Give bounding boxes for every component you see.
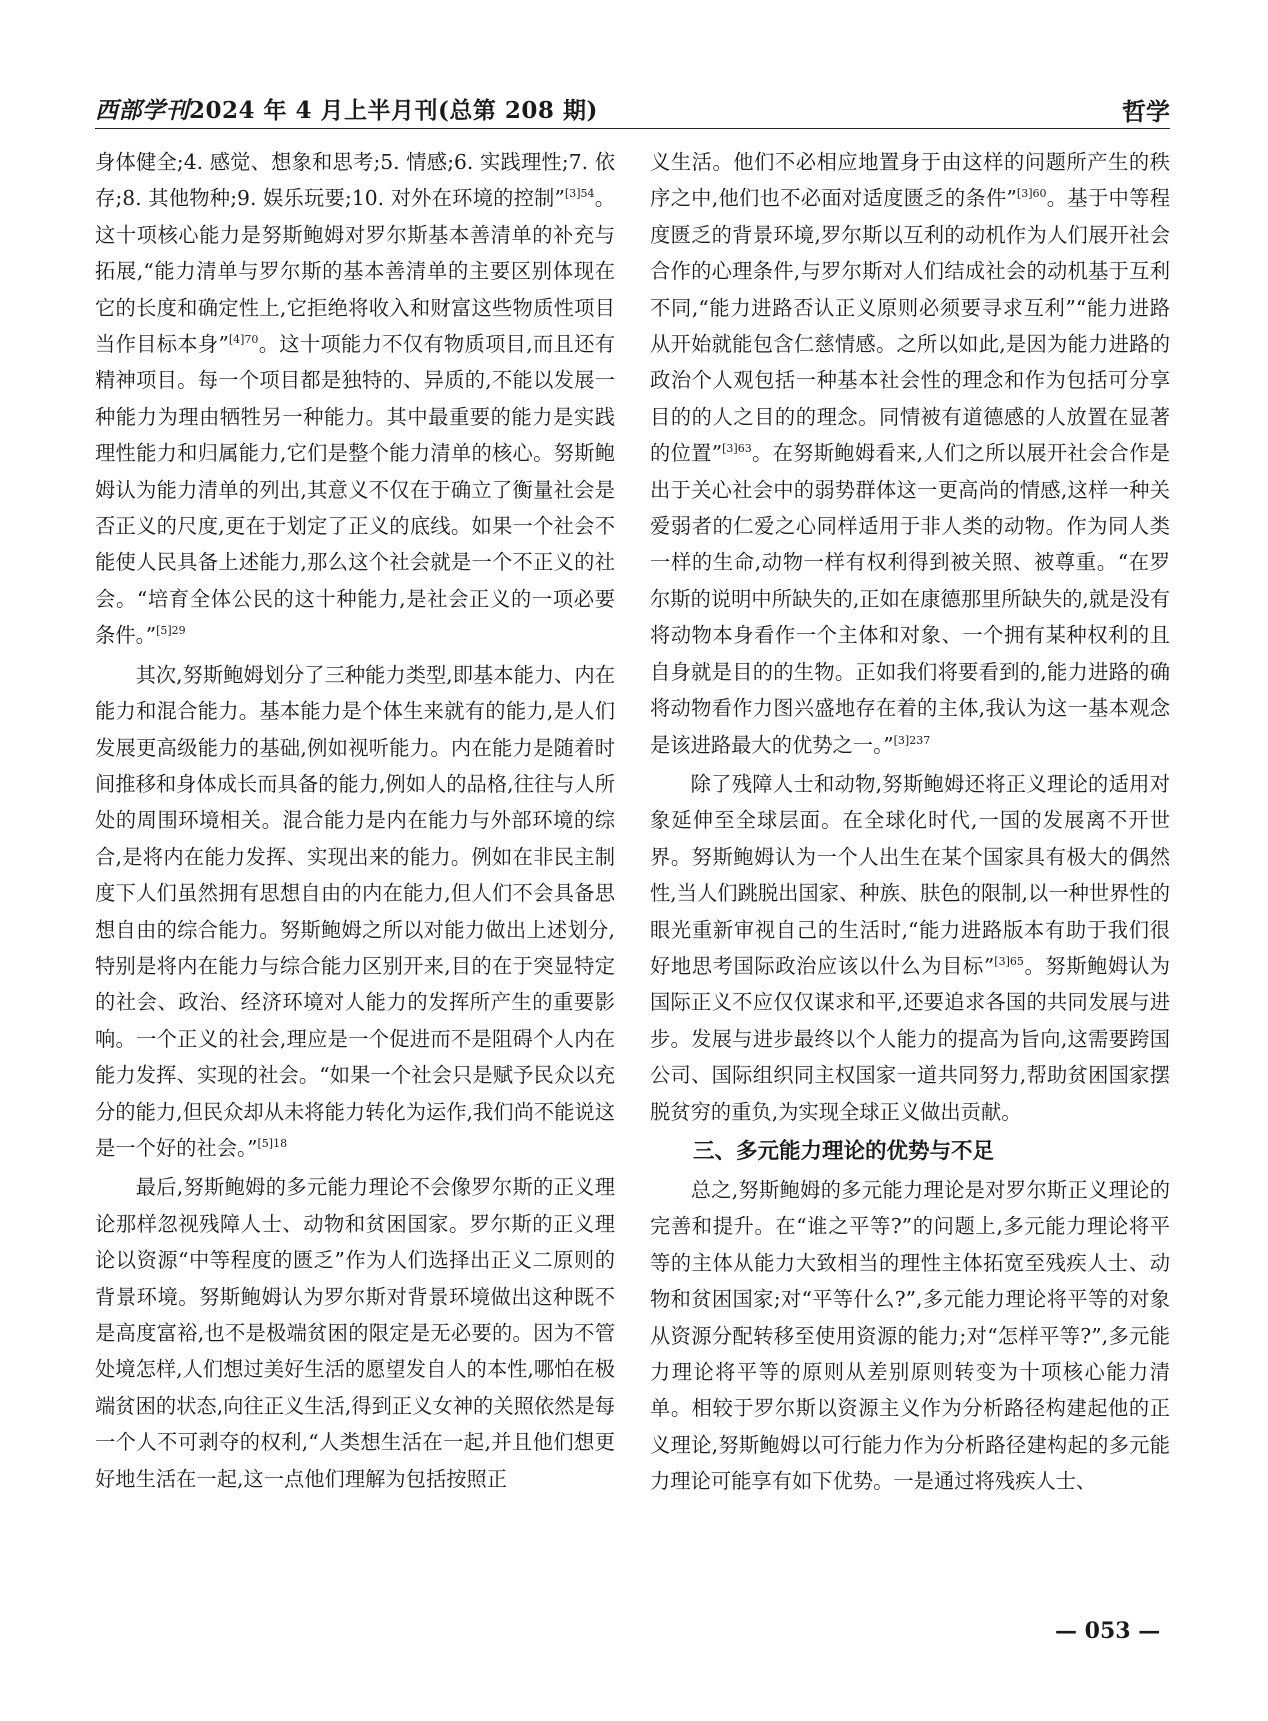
- right-column: [650, 144, 1170, 1500]
- paragraph-text: 除了残障人士和动物,努斯鲍姆还将正义理论的适用对象延伸至全球层面。在全球化时代,一国的发展离不开世界。努斯鲍姆认为一个人出生在某个国家具有极大的偶然性,当人们跳脱出国家、种族、肤色的限制,以一种世界性的眼光重新审视自己的生活时,“能力进路版本有助于我们很好地思考国际政治应该以什么为目标”: [650, 771, 1170, 978]
- paragraph-text: 义生活。他们不必相应地置身于由这样的问题所产生的秩序之中,他们也不必面对适度匮乏的条件”: [650, 150, 1170, 211]
- section-label: 哲学: [1122, 98, 1170, 126]
- citation: [3]60: [1016, 187, 1047, 201]
- paragraph: [95, 1169, 615, 1497]
- section-heading: 三、多元能力理论的优势与不足: [693, 1138, 995, 1164]
- page-number: — 053 —: [1055, 1618, 1161, 1644]
- paragraph-text: 最后,努斯鲍姆的多元能力理论不会像罗尔斯的正义理论那样忽视残障人士、动物和贫困国家。罗尔斯的正义理论以资源“中等程度的匮乏”作为人们选择出正义二原则的背景环境。努斯鲍姆认为罗尔斯对背景环境做出这种既不是高度富裕,也不是极端贫困的限定是无必要的。因为不管处境怎样,人们想过美好生活的愿望发自人的本性,哪怕在极端贫困的状态,向往正义生活,得到正义女神的关照依然是每一个人不可剥夺的权利,“人类想生活在一起,并且他们想更好地生活在一起,这一点他们理解为包括按照正: [95, 1175, 615, 1491]
- citation: [3]237: [893, 733, 931, 747]
- paragraph: [650, 144, 1170, 763]
- citation: [5]29: [156, 624, 186, 638]
- paragraph: [650, 766, 1170, 1130]
- paragraph-text: 其次,努斯鲍姆划分了三种能力类型,即基本能力、内在能力和混合能力。基本能力是个体生来就有的能力,是人们发展更高级能力的基础,例如视听能力。内在能力是随着时间推移和身体成长而具备的能力,例如人的品格,往往与人所处的周围环境相关。混合能力是内在能力与外部环境的综合,是将内在能力发挥、实现出来的能力。例如在非民主制度下人们虽然拥有思想自由的内在能力,但人们不会具备思想自由的综合能力。努斯鲍姆之所以对能力做出上述划分,特别是将内在能力与综合能力区别开来,目的在于突显特定的社会、政治、经济环境对人能力的发挥所产生的重要影响。一个正义的社会,理应是一个促进而不是阻碍个人内在能力发挥、实现的社会。“如果一个社会只是赋予民众以充分的能力,但民众却从未将能力转化为运作,我们尚不能说这是一个好的社会。”: [95, 662, 615, 1160]
- paragraph-text: 身体健全;4. 感觉、想象和思考;5. 情感;6. 实践理性;7. 依存;8. 其他物种;9. 娱乐玩要;10. 对外在环境的控制”: [95, 150, 615, 211]
- paragraph: [650, 1172, 1170, 1500]
- header-rule: [95, 128, 1170, 129]
- citation: [3]63: [722, 442, 752, 456]
- citation: [5]18: [257, 1136, 288, 1150]
- page-header: [95, 84, 1170, 134]
- citation: [3]54: [564, 187, 595, 201]
- paragraph-text: 。在努斯鲍姆看来,人们之所以展开社会合作是出于关心社会中的弱势群体这一更高尚的情感,这样一种关爱弱者的仁爱之心同样适用于非人类的动物。作为同人类一样的生命,动物一样有权利得到被关照、被尊重。“在罗尔斯的说明中所缺失的,正如在康德那里所缺失的,就是没有将动物本身看作一个主体和对象、一个拥有某种权利的且自身就是目的的生物。正如我们将要看到的,能力进路的确将动物看作力图兴盛地存在着的主体,我认为这一基本观念是该进路最大的优势之一。”: [650, 441, 1170, 757]
- left-column: [95, 144, 615, 1497]
- paragraph-text: 。基于中等程度匮乏的背景环境,罗尔斯以互利的动机作为人们展开社会合作的心理条件,与罗尔斯对人们结成社会的动机基于互利不同,“能力进路否认正义原则必须要寻求互利”“能力进路从开始就能包含仁慈情感。之所以如此,是因为能力进路的政治个人观包括一种基本社会性的理念和作为包括可分享目的的人之目的的理念。同情被有道德感的人放置在显著的位置”: [650, 186, 1170, 466]
- paragraph: [95, 144, 615, 654]
- paragraph-text: 。这十项能力不仅有物质项目,而且还有精神项目。每一个项目都是独特的、异质的,不能以发展一种能力为理由牺牲另一种能力。其中最重要的能力是实践理性能力和归属能力,它们是整个能力清单的核心。努斯鲍姆认为能力清单的列出,其意义不仅在于确立了衡量社会是否正义的尺度,更在于划定了正义的底线。如果一个社会不能使人民具备上述能力,那么这个社会就是一个不正义的社会。“培育全体公民的这十种能力,是社会正义的一项必要条件。”: [95, 332, 615, 648]
- journal-issue: 2024 年 4 月上半月刊(总第 208 期): [189, 97, 598, 124]
- citation: [4]70: [228, 333, 259, 347]
- paragraph-text: 总之,努斯鲍姆的多元能力理论是对罗尔斯正义理论的完善和提升。在“谁之平等?”的问题上,多元能力理论将平等的主体从能力大致相当的理性主体拓宽至残疾人士、动物和贫困国家;对“平等什么?”,多元能力理论将平等的对象从资源分配转移至使用资源的能力;对“怎样平等?”,多元能力理论将平等的原则从差别原则转变为十项核心能力清单。相较于罗尔斯以资源主义作为分析路径构建起他的正义理论,努斯鲍姆以可行能力作为分析路径建构起的多元能力理论可能享有如下优势。一是通过将残疾人士、: [650, 1177, 1170, 1494]
- paragraph: [95, 657, 615, 1167]
- citation: [3]65: [994, 954, 1024, 968]
- journal-title: [95, 92, 598, 125]
- paragraph-text: 。努斯鲍姆认为国际正义不应仅仅谋求和平,还要追求各国的共同发展与进步。发展与进步最终以个人能力的提高为旨向,这需要跨国公司、国际组织同主权国家一道共同努力,帮助贫困国家摆脱贫穷的重负,为实现全球正义做出贡献。: [650, 953, 1170, 1124]
- paragraph-text: 。这十项核心能力是努斯鲍姆对罗尔斯基本善清单的补充与拓展,“能力清单与罗尔斯的基本善清单的主要区别体现在它的长度和确定性上,它拒绝将收入和财富这些物质性项目当作目标本身”: [95, 186, 615, 357]
- journal-logo: 西部学刊: [95, 97, 189, 124]
